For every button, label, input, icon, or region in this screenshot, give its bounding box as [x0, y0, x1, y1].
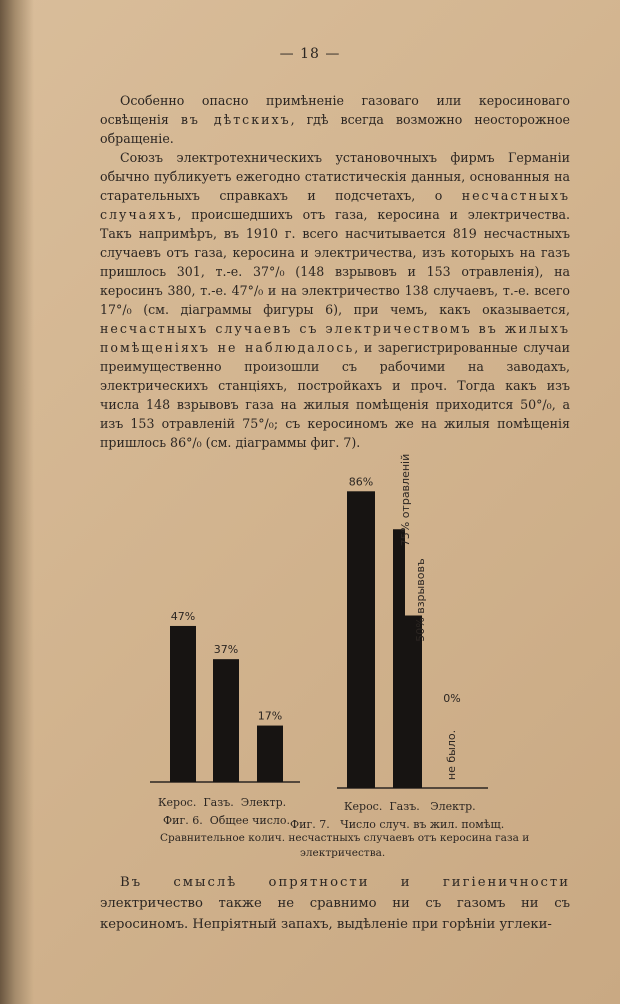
fig6-category-labels: Керос. Газъ. Электр.	[158, 796, 287, 809]
fig6-bar-label: 47%	[170, 609, 196, 623]
paragraph: Въ смыслѣ опрятности и гигіеничности электричество также не сравнимо ни съ газомъ ни съ керосиномъ. Непріятный запахъ, выдѣленіе при горѣніи углеки-	[100, 875, 570, 932]
fig7-bar-label: 86%	[348, 475, 374, 489]
fig7-bar-label: 0%	[443, 692, 461, 705]
page-number: — 18 —	[279, 46, 341, 62]
fig7-category-labels: Керос. Газъ. Электр.	[344, 800, 476, 813]
fig6-bar-label: 37%	[213, 643, 239, 657]
fig7-bar-label: 75% отравленій	[399, 453, 412, 547]
fig6-bar	[170, 626, 196, 782]
fig6-bar	[213, 659, 239, 782]
paragraph: Союзъ электротехническихъ установочныхъ фирмъ Германіи обычно публикуетъ ежегодно статистическія данныя, основанныя на старательныхъ справкахъ и подсчетахъ, о несчастныхъ случаяхъ, происшедшихъ отъ газа, керосина и электричества. Такъ напримѣръ, въ 1910 г. всего насчитывается 819 несчастныхъ случаевъ отъ газа, керосина и электричества, изъ которыхъ на газъ пришлось 301, т.-е. 37°/₀ (148 взрывовъ и 153 отравленія), на керосинъ 380, т.-е. 47°/₀ и на электричество 138 случаевъ, т.-е. всего 17°/₀ (см. діаграммы фигуры 6), при чемъ, какъ оказывается, несчастныхъ случаевъ съ электричествомъ въ жилыхъ помѣщеніяхъ не наблюдалось, и зарегистрированные случаи преимущественно произошли съ рабочими на заводахъ, электрическихъ станціяхъ, постройкахъ и проч. Тогда какъ изъ числа 148 взрывовъ газа на жилыя помѣщенія приходится 50°/₀, а изъ 153 отравленій 75°/₀; съ керосиномъ же на жилыя помѣщенія пришлось 86°/₀ (см. діаграммы фиг. 7).	[100, 150, 570, 450]
fig6-bar-label: 17%	[257, 709, 283, 723]
fig7-extra-label: не было.	[445, 729, 458, 781]
fig7-bar-label: 50% взрывовъ	[414, 558, 427, 642]
body-text-bottom	[100, 872, 570, 935]
paragraph: Особенно опасно примѣненіе газоваго или керосиноваго освѣщенія въ дѣтскихъ, гдѣ всегда возможно неосторожное обращеніе.	[100, 93, 571, 146]
fig6-bar	[257, 726, 283, 782]
fig6-caption: Фиг. 6. Общее число.	[163, 814, 290, 827]
fig7-bar	[347, 491, 375, 788]
common-caption-line2: электричества.	[300, 847, 386, 859]
fig7-caption: Фиг. 7. Число случ. въ жил. помѣщ.	[290, 818, 505, 831]
common-caption-line1: Сравнительное колич. несчастныхъ случаевъ отъ керосина газа и	[160, 832, 530, 844]
